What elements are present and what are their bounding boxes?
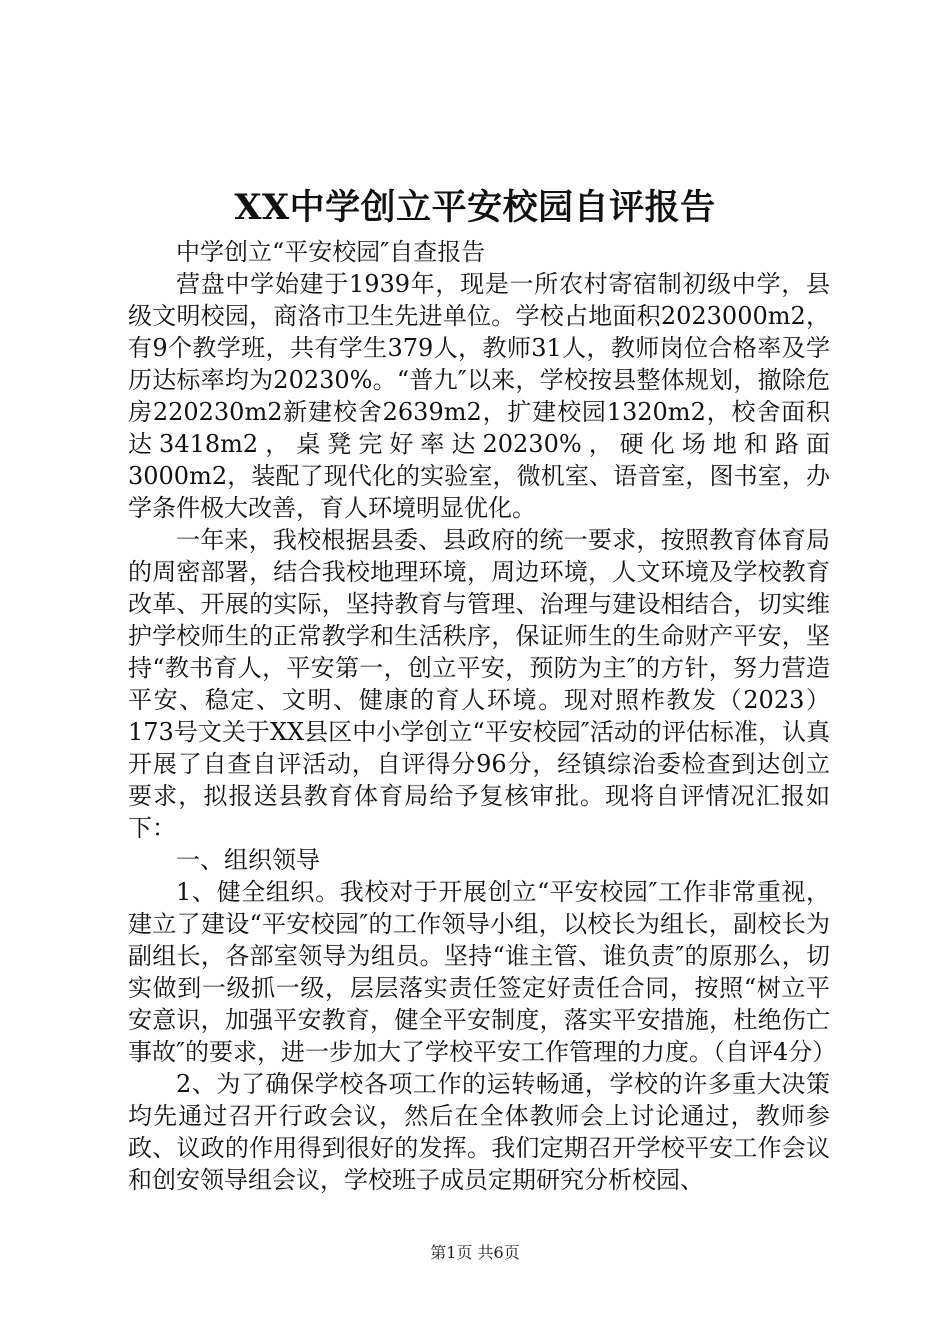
paragraph-item-1: 1、健全组织。我校对于开展创立“平安校园″工作非常重视，建立了建设“平安校园″的工作领导小组，以校长为组长，副校长为副组长，各部室领导为组员。坚持“谁主管、谁负责″的原那么，切实做到一级抓一级，层层落实责任签定好责任合同，按照“树立平安意识，加强平安教育，健全平安制度，落实平安措施，杜绝伤亡事故″的要求，进一步加大了学校平安工作管理的力度。（自评4分）	[128, 878, 837, 1066]
document-body	[128, 236, 837, 1196]
document-title: XX中学创立平安校园自评报告	[234, 187, 716, 228]
paragraph-item-2: 2、为了确保学校各项工作的运转畅通，学校的许多重大决策均先通过召开行政会议，然后在全体教师会上讨论通过，教师参政、议政的作用得到很好的发挥。我们定期召开学校平安工作会议和创安领导组会议，学校班子成员定期研究分析校园、	[128, 1070, 830, 1194]
paragraph-subtitle: 中学创立“平安校园″自查报告	[176, 238, 486, 266]
page-number-footer: 第1页 共6页	[430, 1243, 520, 1262]
paragraph-school-intro: 营盘中学始建于1939年，现是一所农村寄宿制初级中学，县级文明校园，商洛市卫生先进单位。学校占地面积2023000m2，有9个教学班，共有学生379人，教师31人，教师岗位合格率及学历达标率均为20230%。“普九″以来，学校按县整体规划，撤除危房220230m2新建校舍2639m2，扩建校园1320m2，校舍面积达3418m2，桌凳完好率达20230%，硬化场地和路面3000m2，装配了现代化的实验室，微机室、语音室，图书室，办学条件极大改善，育人环境明显优化。	[128, 270, 830, 522]
paragraph-overview: 一年来，我校根据县委、县政府的统一要求，按照教育体育局的周密部署，结合我校地理环境，周边环境，人文环境及学校教育改革、开展的实际，坚持教育与管理、治理与建设相结合，切实维护学校师生的正常教学和生活秩序，保证师生的生命财产平安，坚持“教书育人，平安第一，创立平安，预防为主″的方针，努力营造平安、稳定、文明、健康的育人环境。现对照柞教发（2023）173号文关于XX县区中小学创立“平安校园″活动的评估标准，认真开展了自查自评活动，自评得分96分，经镇综治委检查到达创立要求，拟报送县教育体育局给予复核审批。现将自评情况汇报如下：	[128, 526, 830, 842]
section-heading-organization: 一、组织领导	[176, 846, 320, 874]
